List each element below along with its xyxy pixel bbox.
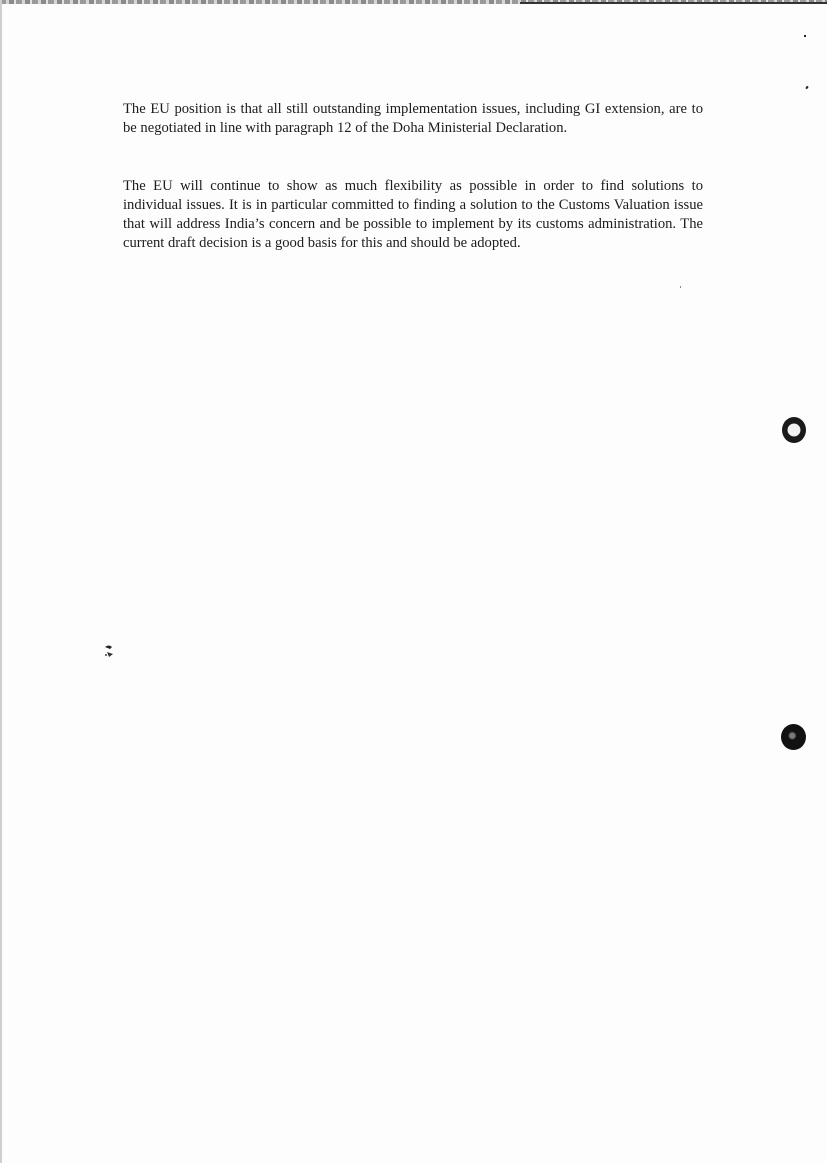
scan-speck	[805, 86, 808, 90]
punch-hole-lower	[781, 724, 806, 750]
scan-top-right-line	[520, 2, 827, 4]
scan-left-edge	[0, 0, 2, 1163]
punch-hole-upper	[782, 417, 806, 443]
paragraph-eu-position: The EU position is that all still outstanding implementation issues, including GI extension, are to be negotiated in line with paragraph 12 of the Doha Ministerial Declaration.	[123, 101, 703, 136]
scan-speck	[680, 286, 681, 288]
paragraph-eu-flexibility: The EU will continue to show as much flexibility as possible in order to find solutions to individual issues. It is in particular committed to finding a solution to the Customs Valuation issue that will address India’s concern and be possible to implement by its customs administration. The current draft decision is a good basis for this and should be adopted.	[123, 178, 703, 251]
scan-speck	[804, 35, 806, 37]
margin-ink-mark	[103, 643, 117, 659]
